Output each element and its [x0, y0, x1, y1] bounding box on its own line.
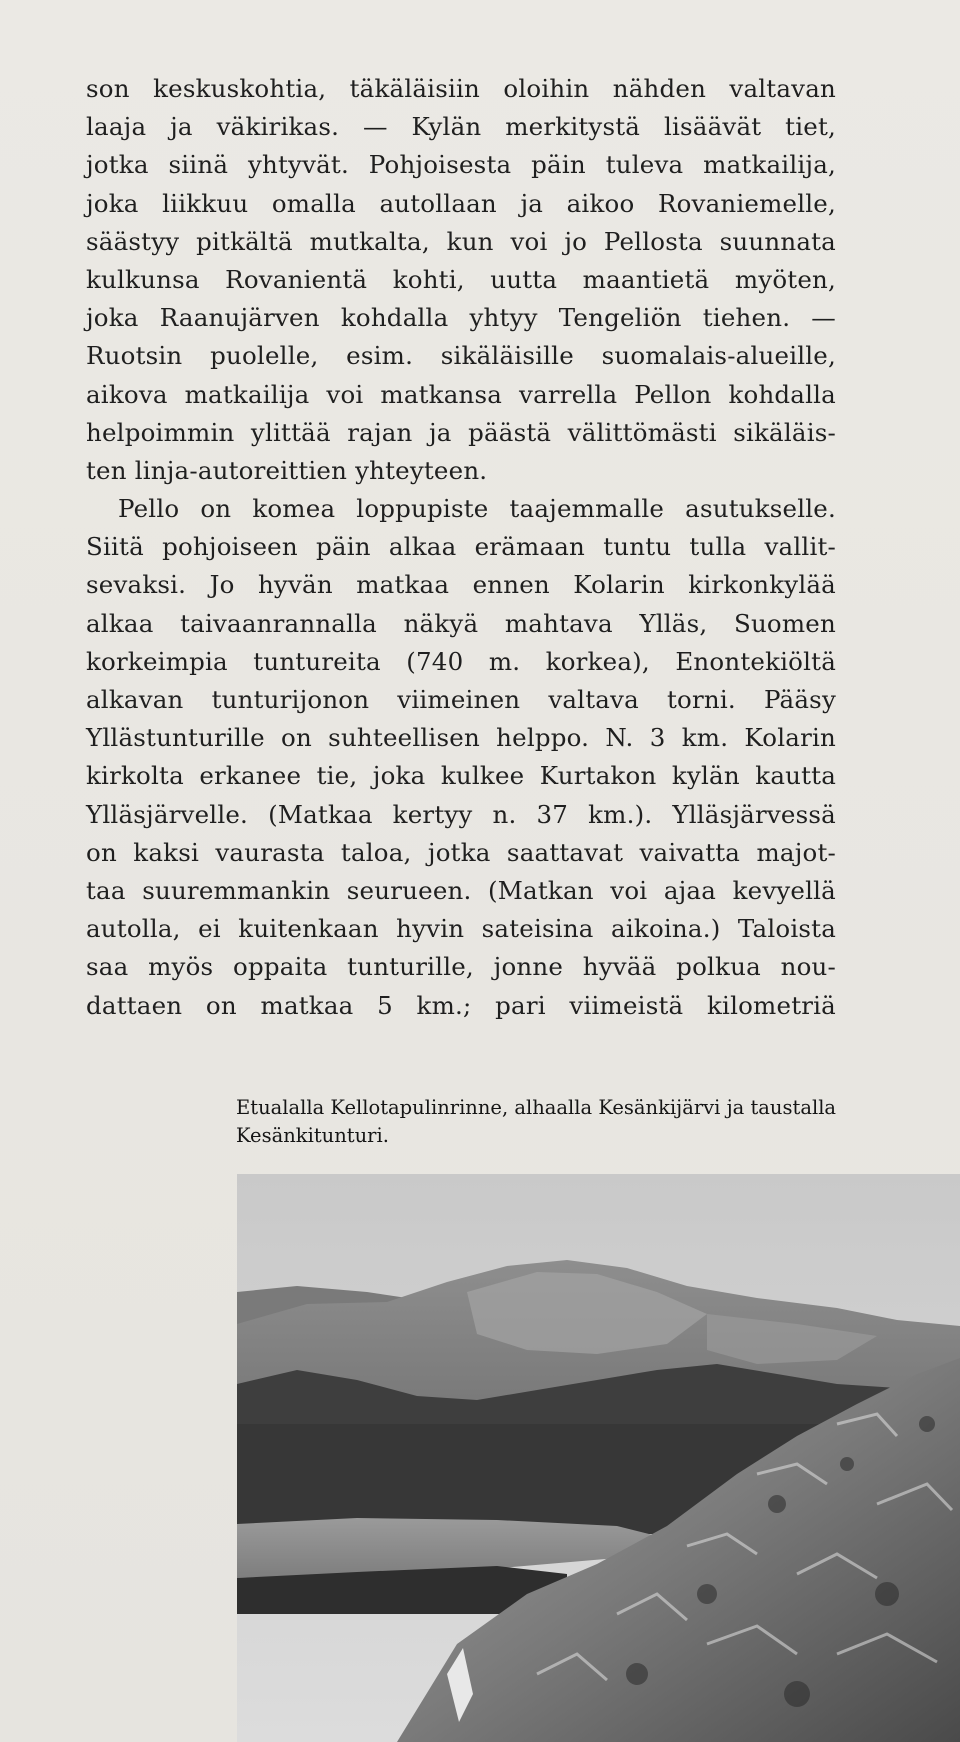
text-line: kirkolta erkanee tie, joka kulkee Kurtakon kylän kautta — [86, 761, 836, 791]
text-line: dattaen on matkaa 5 km.; pari viimeistä kilometriä — [86, 990, 836, 1020]
text-line: autolla, ei kuitenkaan hyvin sateisina aikoina.) Taloista — [86, 914, 836, 944]
text-line: on kaksi vaurasta taloa, jotka saattavat vaivatta majot- — [86, 837, 836, 867]
caption-line: Etualalla Kellotapulinrinne, alhaalla Kesänkijärvi ja taustalla — [236, 1096, 837, 1119]
text-line: alkavan tunturijonon viimeinen valtava torni. Pääsy — [86, 685, 836, 714]
text-line: kulkunsa Rovanientä kohti, uutta maantietä myöten, — [86, 264, 836, 294]
text-line: taa suuremmankin seurueen. (Matkan voi ajaa kevyellä — [86, 875, 836, 905]
text-line: son keskuskohtia, täkäläisiin oloihin nähden valtavan — [86, 74, 836, 103]
text-line: aikova matkailija voi matkansa varrella Pellon kohdalla — [86, 379, 836, 409]
text-line: helpoimmin ylittää rajan ja päästä välittömästi sikäläis- — [86, 417, 836, 447]
text-line: joka liikkuu omalla autollaan ja aikoo Rovaniemelle, — [86, 188, 836, 218]
landscape-photo — [237, 1174, 960, 1742]
text-line: säästyy pitkältä mutkalta, kun voi jo Pellosta suunnata — [86, 226, 836, 256]
text-line: laaja ja väkirikas. — Kylän merkitystä lisäävät tiet, — [86, 112, 836, 142]
text-line: Ylläsjärvelle. (Matkaa kertyy n. 37 km.). Ylläsjärvessä — [86, 799, 836, 829]
text-line: Ruotsin puolelle, esim. sikäläisille suomalais-alueille, — [86, 341, 836, 371]
text-line: Yllästunturille on suhteellisen helppo. N. 3 km. Kolarin — [86, 723, 836, 753]
text-line: korkeimpia tuntureita (740 m. korkea), Enontekiöltä — [86, 646, 836, 676]
text-line: sevaksi. Jo hyvän matkaa ennen Kolarin kirkonkylää — [86, 570, 836, 600]
photo-caption — [236, 1094, 926, 1150]
text-line: joka Raanujärven kohdalla yhtyy Tengeliön tiehen. — — [86, 303, 836, 333]
text-line: ten linja-autoreittien yhteyteen. — [86, 455, 488, 485]
caption-line: Kesänkitunturi. — [236, 1124, 389, 1147]
text-line: Siitä pohjoiseen päin alkaa erämaan tuntu tulla vallit- — [86, 532, 836, 562]
body-text — [86, 70, 836, 1025]
text-line: Pello on komea loppupiste taajemmalle asutukselle. — [118, 494, 836, 524]
text-line: alkaa taivaanrannalla näkyä mahtava Ylläs, Suomen — [86, 608, 836, 638]
text-line: saa myös oppaita tunturille, jonne hyvää polkua nou- — [86, 952, 836, 982]
text-line: jotka siinä yhtyvät. Pohjoisesta päin tuleva matkailija, — [86, 150, 836, 180]
